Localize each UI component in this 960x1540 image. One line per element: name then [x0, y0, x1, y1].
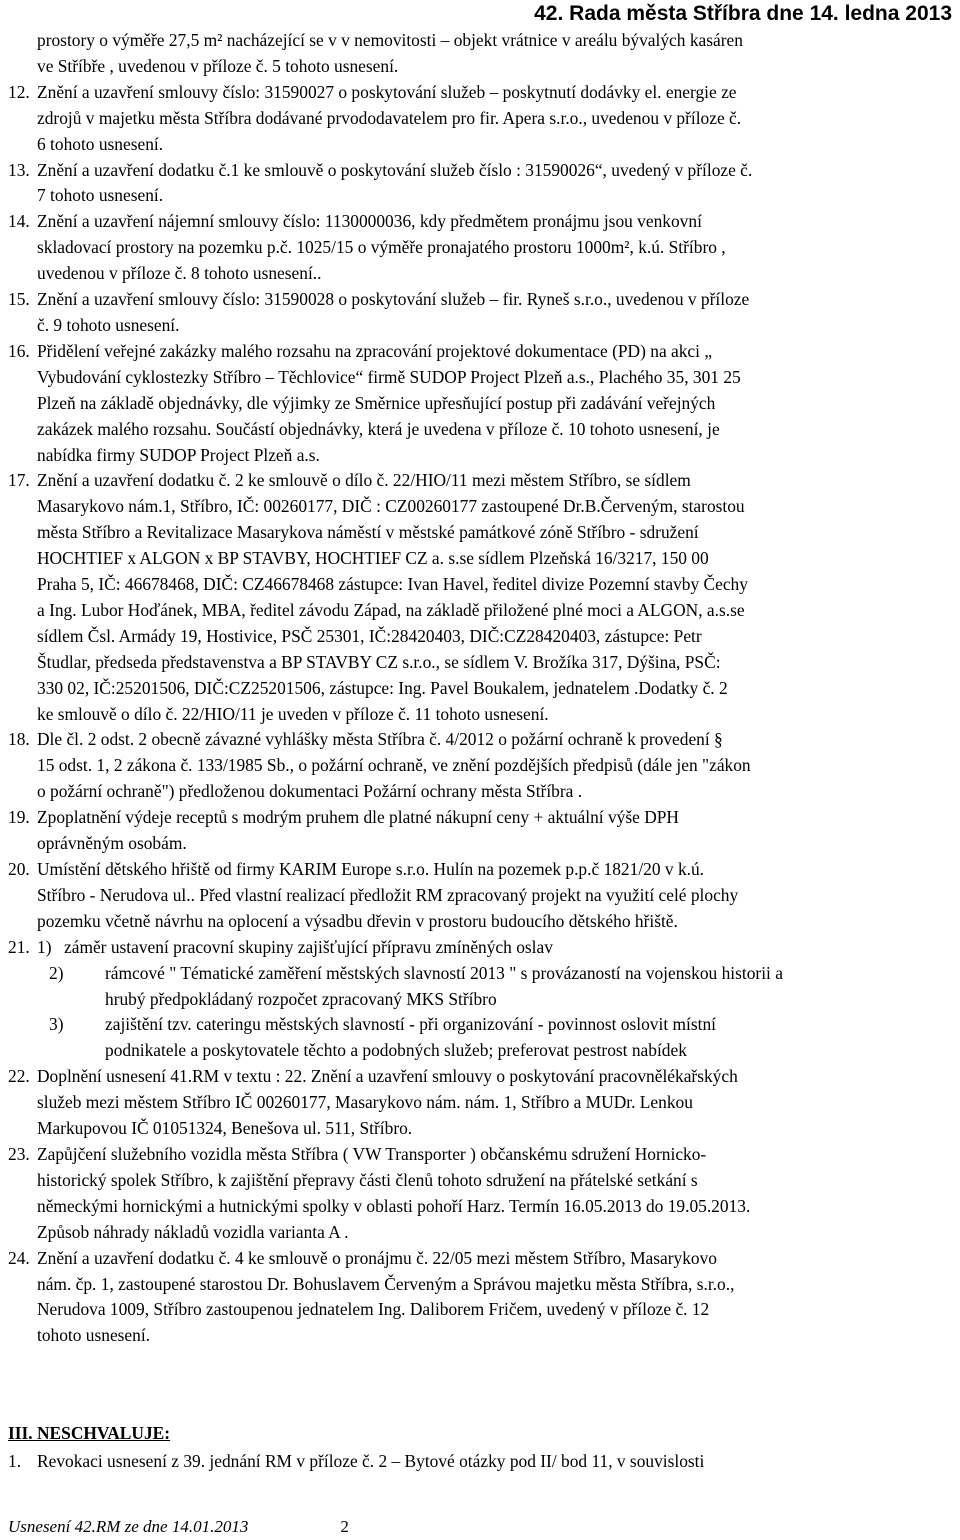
subpoint-number: 1) — [37, 936, 52, 957]
item-number: 21. — [8, 936, 30, 957]
subpoint-number: 3) — [49, 1014, 64, 1035]
text-line: rámcové " Tématické zaměření městských slavností 2013 " s provázaností na vojenskou historii a — [105, 962, 783, 983]
item-number: 20. — [8, 859, 30, 879]
item-text — [37, 209, 960, 287]
subpoint — [37, 935, 960, 961]
resolution-item — [8, 468, 960, 727]
text-line: ve Stříbře , uvedenou v příloze č. 5 tohoto usnesení. — [37, 55, 399, 76]
text-line: 6 tohoto usnesení. — [37, 133, 164, 154]
text-line: oprávněným osobám. — [37, 833, 187, 854]
text-line: služeb mezi městem Stříbro IČ 00260177, Masarykovo nám. nám. 1, Stříbro a MUDr. Lenkou — [37, 1092, 693, 1113]
resolution-item — [8, 28, 960, 80]
item-text — [37, 805, 960, 857]
item-number: 24. — [8, 1247, 30, 1268]
text-line: Markupovou IČ 01051324, Benešova ul. 511, Stříbro. — [37, 1118, 413, 1139]
text-line: zajištění tzv. cateringu městských slavností - při organizování - povinnost oslovit místní — [105, 1014, 716, 1035]
item-text — [37, 158, 960, 210]
item-number: 14. — [8, 211, 30, 232]
item-number: 23. — [8, 1143, 30, 1164]
text-line: hrubý předpokládaný rozpočet zpracovaný MKS Stříbro — [105, 988, 497, 1009]
text-line: Umístění dětského hřiště od firmy KARIM Europe s.r.o. Hulín na pozemek p.p.č 1821/20 v k.ú. — [37, 859, 705, 879]
resolution-item — [8, 287, 960, 339]
text-line: záměr ustavení pracovní skupiny zajišťující přípravu zmíněných oslav — [64, 936, 553, 957]
item-text — [37, 28, 960, 80]
text-line: nabídka firmy SUDOP Project Plzeň a.s. — [37, 444, 320, 465]
rejected-item — [8, 1448, 704, 1474]
text-line: Študlar, předseda představenstva a BP STAVBY CZ s.r.o., se sídlem V. Brožíka 317, Dýšina, PSČ: — [37, 651, 721, 672]
text-line: Znění a uzavření dodatku č. 4 ke smlouvě o pronájmu č. 22/05 mezi městem Stříbro, Masarykovo — [37, 1247, 718, 1268]
text-line: Způsob náhrady nákladů vozidla varianta A . — [37, 1221, 349, 1242]
text-line: a Ing. Lubor Hoďánek, MBA, ředitel závodu Západ, na základě přiložené plné moci a ALGON, a.s.se — [37, 599, 745, 620]
text-line: Vybudování cyklostezky Stříbro – Těchlovice“ firmě SUDOP Project Plzeň a.s., Plachého 35, 301 25 — [37, 366, 741, 387]
text-line: Zpoplatnění výdeje receptů s modrým pruhem dle platné nákupní ceny + aktuální výše DPH — [37, 807, 679, 828]
text-line: ke smlouvě o dílo č. 22/HIO/11 je uveden v příloze č. 11 tohoto usnesení. — [37, 703, 549, 724]
text-line: Doplnění usnesení 41.RM v textu : 22. Znění a uzavření smlouvy o poskytování pracovnělékařských — [37, 1066, 738, 1087]
resolution-item — [8, 935, 960, 1065]
text-line: Praha 5, IČ: 46678468, DIČ: CZ46678468 zástupce: Ivan Havel, ředitel divize Pozemní stavby Čechy — [37, 574, 748, 595]
resolution-item — [8, 727, 960, 805]
subpoint — [37, 961, 960, 1013]
section-heading-neschvaluje: III. NESCHVALUJE: — [8, 1423, 171, 1443]
item-text — [37, 1246, 960, 1350]
text-line: Znění a uzavření dodatku č.1 ke smlouvě o poskytování služeb číslo : 31590026“, uvedený v příloze č. — [37, 159, 753, 180]
text-line: nám. čp. 1, zastoupené starostou Dr. Bohuslavem Červeným a Správou majetku města Stříbra, s.r.o., — [37, 1273, 735, 1294]
resolution-item — [8, 209, 960, 287]
resolution-item — [8, 339, 960, 469]
rejected-item-text: Revokaci usnesení z 39. jednání RM v příloze č. 2 – Bytové otázky pod II/ bod 11, v souvislosti — [37, 1451, 705, 1471]
subpoint-number: 2) — [49, 962, 64, 983]
text-line: Zapůjčení služebního vozidla města Stříbra ( VW Transporter ) občanskému sdružení Hornicko- — [37, 1143, 707, 1164]
item-number: 13. — [8, 159, 30, 180]
text-line: skladovací prostory na pozemku p.č. 1025/15 o výměře pronajatého prostoru 1000m², k.ú. Stříbro , — [37, 237, 726, 258]
text-line: zakázek malého rozsahu. Součástí objednávky, která je uvedena v příloze č. 10 tohoto usnesení, je — [37, 418, 720, 439]
item-text — [37, 80, 960, 158]
resolution-list — [8, 28, 960, 1349]
text-line: 7 tohoto usnesení. — [37, 185, 164, 206]
text-line: Nerudova 1009, Stříbro zastoupenou jednatelem Ing. Daliborem Fričem, uvedený v příloze č. 12 — [37, 1299, 710, 1320]
text-line: 15 odst. 1, 2 zákona č. 133/1985 Sb., o požární ochraně, ve znění pozdějších předpisů (dále jen "zákon — [37, 755, 751, 776]
resolution-item — [8, 1246, 960, 1350]
page-number: 2 — [340, 1517, 349, 1536]
page-footer — [8, 1516, 349, 1538]
item-text — [37, 287, 960, 339]
text-line: HOCHTIEF x ALGON x BP STAVBY, HOCHTIEF CZ a. s.se sídlem Plzeňská 16/3217, 150 00 — [37, 548, 709, 569]
rejected-item-number: 1. — [8, 1451, 22, 1471]
text-line: Znění a uzavření dodatku č. 2 ke smlouvě o dílo č. 22/HIO/11 mezi městem Stříbro, se sídlem — [37, 470, 691, 491]
item-number: 22. — [8, 1066, 30, 1087]
text-line: Znění a uzavření nájemní smlouvy číslo: 1130000036, kdy předmětem pronájmu jsou venkovní — [37, 211, 702, 232]
item-text — [37, 857, 960, 935]
text-line: sídlem Čsl. Armády 19, Hostivice, PSČ 25301, IČ:28420403, DIČ:CZ28420403, zástupce: Petr — [37, 625, 702, 646]
text-line: německými hornickými a hutnickými spolky v oblasti pohoří Harz. Termín 16.05.2013 do 19.05.2013. — [37, 1195, 751, 1216]
text-line: Znění a uzavření smlouvy číslo: 31590028 o poskytování služeb – fir. Ryneš s.r.o., uvedenou v příloze — [37, 289, 750, 310]
resolution-item — [8, 857, 960, 935]
item-text — [37, 468, 960, 727]
item-number: 19. — [8, 807, 30, 828]
text-line: o požární ochraně") předloženou dokumentaci Požární ochrany města Stříbra . — [37, 781, 583, 802]
resolution-item — [8, 158, 960, 210]
text-line: zdrojů v majetku města Stříbra dodávané prvododavatelem pro fir. Apera s.r.o., uvedenou v příloze č. — [37, 107, 742, 128]
item-text — [37, 727, 960, 805]
item-text — [37, 1064, 960, 1142]
item-number — [8, 28, 37, 80]
item-subpoints — [37, 935, 960, 1065]
item-number: 18. — [8, 729, 30, 750]
subpoint — [37, 1012, 960, 1064]
resolution-item — [8, 805, 960, 857]
item-number: 16. — [8, 340, 30, 361]
text-line: tohoto usnesení. — [37, 1325, 151, 1346]
item-text — [37, 339, 960, 469]
text-line: Znění a uzavření smlouvy číslo: 31590027 o poskytování služeb – poskytnutí dodávky el. energie ze — [37, 81, 737, 102]
resolution-item — [8, 1064, 960, 1142]
item-text — [37, 1142, 960, 1246]
text-line: historický spolek Stříbro, k zajištění přepravy části členů tohoto sdružení na přátelské setkání s — [37, 1169, 698, 1190]
item-number: 12. — [8, 81, 30, 102]
text-line: č. 9 tohoto usnesení. — [37, 314, 180, 335]
text-line: 330 02, IČ:25201506, DIČ:CZ25201506, zástupce: Ing. Pavel Boukalem, jednatelem .Dodatky č. 2 — [37, 677, 728, 698]
resolution-item — [8, 80, 960, 158]
text-line: pozemku včetně návrhu na oplocení a výsadbu dřevin v prostoru budoucího dětského hřiště. — [37, 910, 678, 931]
text-line: Dle čl. 2 odst. 2 obecně závazné vyhlášky města Stříbra č. 4/2012 o požární ochraně k provedení § — [37, 729, 723, 750]
text-line: Masarykovo nám.1, Stříbro, IČ: 00260177, DIČ : CZ00260177 zastoupené Dr.B.Červeným, starostou — [37, 496, 745, 517]
text-line: Přidělení veřejné zakázky malého rozsahu na zpracování projektové dokumentace (PD) na akci „ — [37, 340, 713, 361]
item-number: 15. — [8, 289, 30, 310]
resolution-item — [8, 1142, 960, 1246]
text-line: uvedenou v příloze č. 8 tohoto usnesení.. — [37, 263, 322, 284]
footer-text: Usnesení 42.RM ze dne 14.01.2013 — [8, 1517, 249, 1536]
text-line: Plzeň na základě objednávky, dle výjimky ze Směrnice upřesňující postup při zadávání veřejných — [37, 392, 716, 413]
text-line: prostory o výměře 27,5 m² nacházející se v v nemovitosti – objekt vrátnice v areálu bývalých kasáren — [37, 30, 743, 50]
text-line: podnikatele a poskytovatele těchto a podobných služeb; preferovat pestrost nabídek — [105, 1040, 687, 1061]
text-line: Stříbro - Nerudova ul.. Před vlastní realizací předložit RM zpracovaný projekt na využití celé plochy — [37, 884, 739, 905]
text-line: města Stříbro a Revitalizace Masarykova náměstí v městské památkové zóně Stříbro - sdružení — [37, 522, 699, 543]
page-header: 42. Rada města Stříbra dne 14. ledna 2013 — [534, 2, 952, 25]
item-number: 17. — [8, 470, 30, 491]
